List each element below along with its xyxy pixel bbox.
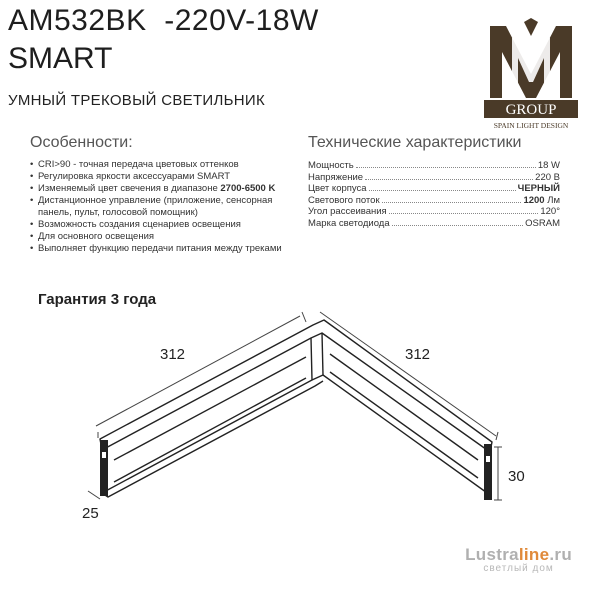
spec-leader: [365, 179, 533, 180]
spec-row: [308, 160, 560, 172]
spec-key: Угол рассеивания: [308, 206, 387, 217]
features-heading: Особенности:: [30, 134, 133, 151]
spec-key: Марка светодиода: [308, 217, 390, 229]
specs-table: [308, 160, 560, 229]
spec-row: [308, 218, 560, 230]
spec-leader: [369, 190, 516, 191]
feature-item: • Регулировка яркости аксессуарами SMART: [30, 171, 300, 183]
spec-row: [308, 206, 560, 218]
brand-logo: [484, 18, 578, 134]
product-title: AM532BK -220V-18W: [8, 4, 319, 37]
spec-row: [308, 195, 560, 207]
dimension-width: 25: [82, 505, 99, 522]
spec-key: Напряжение: [308, 171, 364, 183]
feature-item: • Для основного освещения: [30, 231, 300, 243]
feature-item: • Дистанционное управление (приложение, сенсорная панель, пульт, голосовой помощник): [30, 195, 300, 218]
feature-item: • Выполняет функцию передачи питания между треками: [30, 243, 300, 255]
features-list: [30, 159, 300, 255]
dimension-drawing: [0, 300, 600, 540]
spec-value: 220 В: [535, 171, 560, 183]
spec-leader: [382, 202, 522, 203]
spec-value: 1200 Лм: [523, 194, 560, 206]
watermark: [465, 545, 572, 574]
spec-key: Светового поток: [308, 194, 380, 206]
spec-leader: [356, 167, 536, 168]
watermark-tagline: светлый дом: [483, 563, 554, 574]
dimension-length-left: 312: [160, 346, 186, 363]
warranty-label: Гарантия 3 года: [38, 291, 157, 308]
brand-tagline: SPAIN LIGHT DESIGN: [493, 121, 569, 130]
spec-leader: [392, 225, 524, 226]
spec-value: 120°: [540, 206, 560, 217]
product-subtitle: SMART: [8, 42, 113, 75]
dimension-height: 30: [508, 468, 525, 485]
watermark-logo: Lustraline.ru: [465, 545, 572, 564]
spec-value: OSRAM: [525, 217, 560, 229]
spec-key: Цвет корпуса: [308, 183, 367, 194]
spec-row: [308, 172, 560, 184]
feature-item: • Изменяемый цвет свечения в диапазоне 2700-6500 K: [30, 183, 300, 195]
spec-value: 18 W: [537, 160, 560, 171]
spec-leader: [389, 213, 539, 214]
specs-heading: Технические характеристики: [308, 134, 522, 151]
brand-name: GROUP: [505, 102, 557, 118]
dimension-length-right: 312: [405, 346, 431, 363]
product-type: УМНЫЙ ТРЕКОВЫЙ СВЕТИЛЬНИК: [8, 92, 266, 109]
spec-value: ЧЕРНЫЙ: [517, 183, 560, 194]
spec-row: [308, 183, 560, 195]
feature-item: • Возможность создания сценариев освещения: [30, 219, 300, 231]
spec-key: Мощность: [308, 160, 354, 171]
feature-item: • CRI>90 - точная передача цветовых оттенков: [30, 159, 300, 171]
